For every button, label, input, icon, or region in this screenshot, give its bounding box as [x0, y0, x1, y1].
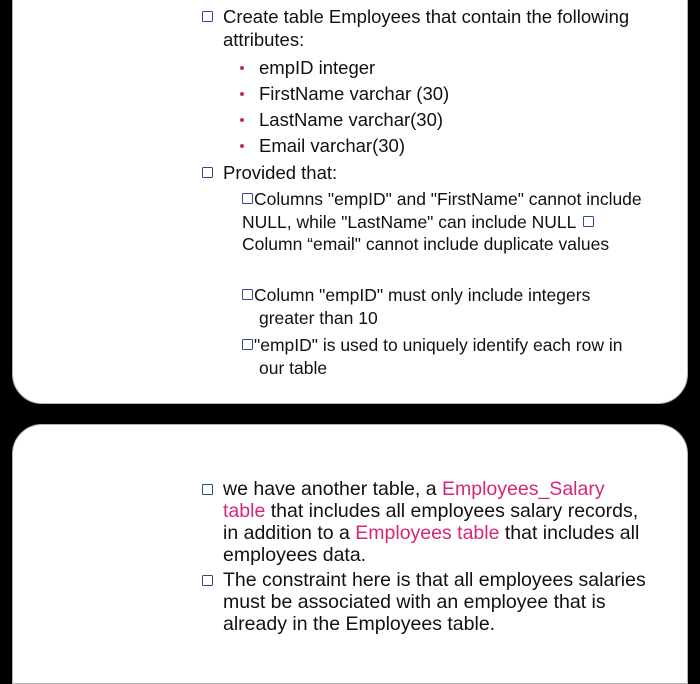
checkbox-bullet-icon	[202, 575, 213, 586]
checkbox-bullet-icon	[242, 289, 253, 300]
employees-table-highlight: Employees table	[355, 522, 500, 544]
slide-top	[12, 0, 688, 404]
list-item: Email varchar(30)	[239, 133, 449, 159]
dot-bullet-icon	[240, 66, 244, 70]
employees-salary-highlight: Employees_Salary table	[223, 478, 605, 522]
dot-bullet-icon	[240, 118, 244, 122]
list-item: empID integer	[239, 55, 449, 81]
provided-that-item	[202, 161, 663, 184]
checkbox-bullet-icon	[583, 216, 594, 227]
constraint-foreign-key-text: The constraint here is that all employees salaries must be associated with an employee that is already in the Employees table.	[223, 569, 646, 635]
dot-bullet-icon	[240, 144, 244, 148]
slide-bottom	[12, 424, 688, 684]
constraint-foreign-key-item	[202, 569, 652, 635]
constraint-empid-unique: "empID" is used to uniquely identify each row in our table	[242, 334, 662, 379]
checkbox-bullet-icon	[242, 339, 253, 350]
list-item: LastName varchar(30)	[239, 107, 449, 133]
create-table-text: Create table Employees that contain the following attributes:	[223, 6, 630, 50]
constraint-null-and-email: Columns "empID" and "FirstName" cannot include NULL, while "LastName" can include NULL Column “email" cannot include duplicate values	[242, 189, 642, 254]
dot-bullet-icon	[240, 92, 244, 96]
checkbox-bullet-icon	[242, 193, 253, 204]
checkbox-bullet-icon	[202, 484, 213, 495]
employees-salary-item: we have another table, a Employees_Salary table that includes all employees salary records, in addition to a Employees table that includes all employees data.	[202, 478, 652, 566]
provided-that-text: Provided that:	[223, 162, 338, 183]
create-table-item	[202, 5, 663, 51]
checkbox-bullet-icon	[202, 11, 213, 22]
attribute-list	[239, 55, 449, 159]
constraint-empid-integer: Column "empID" must only include integers greater than 10	[242, 284, 642, 329]
list-item: FirstName varchar (30)	[239, 81, 449, 107]
checkbox-bullet-icon	[202, 167, 213, 178]
